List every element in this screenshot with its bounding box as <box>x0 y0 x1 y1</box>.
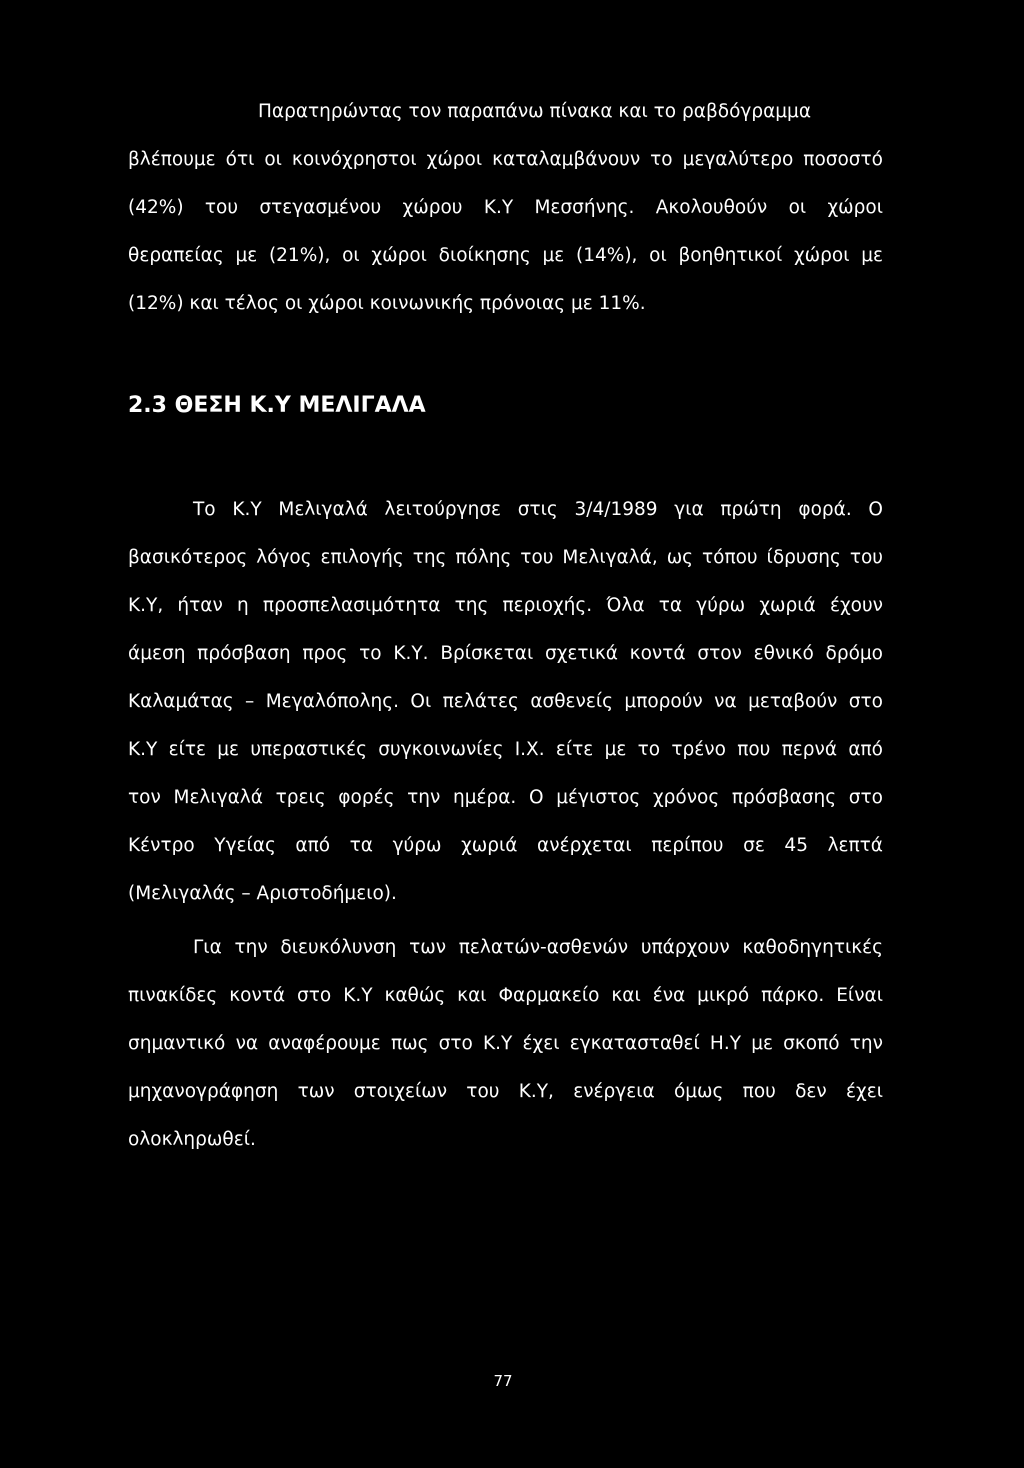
paragraph-3-line-2: πινακίδες κοντά στο Κ.Υ καθώς και Φαρμακείο και ένα μικρό πάρκο. Είναι <box>128 985 883 1006</box>
paragraph-2-line-3: Κ.Υ, ήταν η προσπελασιμότητα της περιοχής. Όλα τα γύρω χωριά έχουν <box>128 595 883 616</box>
paragraph-2-line-2: βασικότερος λόγος επιλογής της πόλης του Μελιγαλά, ως τόπου ίδρυσης του <box>128 547 883 568</box>
paragraph-3-line-4: μηχανογράφηση των στοιχείων του Κ.Υ, ενέργεια όμως που δεν έχει <box>128 1081 883 1102</box>
paragraph-2-line-8: Κέντρο Υγείας από τα γύρω χωριά ανέρχεται περίπου σε 45 λεπτά <box>128 835 883 856</box>
paragraph-2-line-9: (Μελιγαλάς – Αριστοδήμειο). <box>128 883 397 904</box>
paragraph-1-line-1: Παρατηρώντας τον παραπάνω πίνακα και το ραβδόγραμμα <box>258 101 812 122</box>
paragraph-3-line-1: Για την διευκόλυνση των πελατών-ασθενών υπάρχουν καθοδηγητικές <box>193 937 883 958</box>
paragraph-2-line-7: τον Μελιγαλά τρεις φορές την ημέρα. Ο μέγιστος χρόνος πρόσβασης στο <box>128 787 883 808</box>
paragraph-2-line-1: Το Κ.Υ Μελιγαλά λειτούργησε στις 3/4/1989 για πρώτη φορά. Ο <box>193 499 883 520</box>
paragraph-3-line-5: ολοκληρωθεί. <box>128 1129 256 1150</box>
paragraph-2-line-4: άμεση πρόσβαση προς το Κ.Υ. Βρίσκεται σχετικά κοντά στον εθνικό δρόμο <box>128 643 883 664</box>
paragraph-1-line-5: (12%) και τέλος οι χώροι κοινωνικής πρόνοιας με 11%. <box>128 293 646 314</box>
paragraph-1-line-2: βλέπουμε ότι οι κοινόχρηστοι χώροι καταλαμβάνουν το μεγαλύτερο ποσοστό <box>128 149 883 170</box>
paragraph-2-line-6: Κ.Υ είτε με υπεραστικές συγκοινωνίες Ι.Χ. είτε με το τρένο που περνά από <box>128 739 883 760</box>
paragraph-2-line-5: Καλαμάτας – Μεγαλόπολης. Οι πελάτες ασθενείς μπορούν να μεταβούν στο <box>128 691 883 712</box>
paragraph-3-line-3: σημαντικό να αναφέρουμε πως στο Κ.Υ έχει εγκατασταθεί Η.Υ με σκοπό την <box>128 1033 883 1054</box>
paragraph-1-line-3: (42%) του στεγασμένου χώρου Κ.Υ Μεσσήνης. Ακολουθούν οι χώροι <box>128 197 883 218</box>
section-heading: 2.3 ΘΕΣΗ Κ.Υ ΜΕΛΙΓΑΛΑ <box>128 393 426 418</box>
paragraph-1-line-4: θεραπείας με (21%), οι χώροι διοίκησης με (14%), οι βοηθητικοί χώροι με <box>128 245 883 266</box>
page-number: 77 <box>493 1372 513 1390</box>
